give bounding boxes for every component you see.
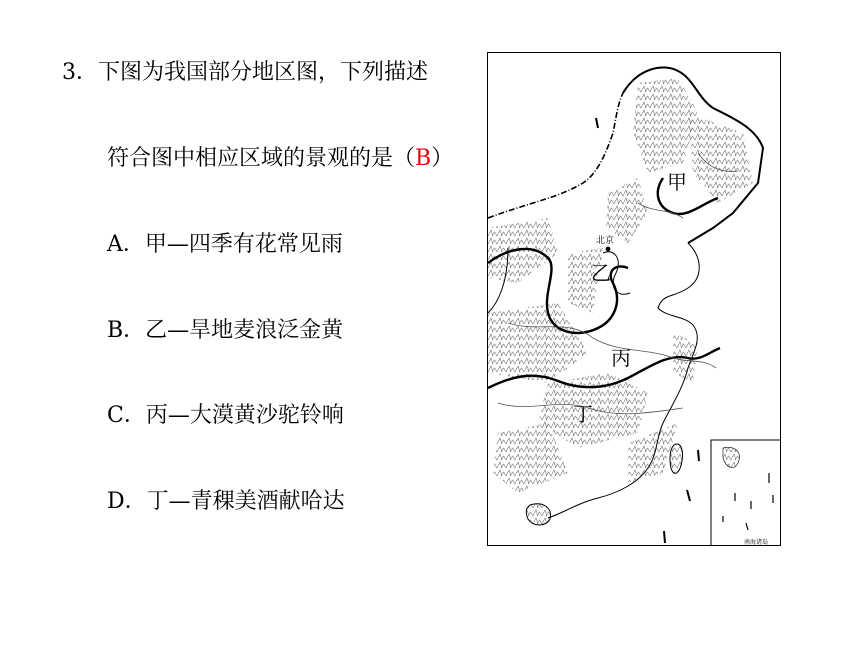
map-drawing	[488, 53, 781, 546]
region-label-yi: 乙	[591, 261, 611, 285]
option-letter: A	[107, 232, 123, 257]
option-text: ．丁—青稞美酒献哈达	[124, 489, 345, 514]
option-text: ．乙—旱地麦浪泛金黄	[123, 318, 344, 343]
option-c	[107, 398, 344, 429]
answer-letter: B	[415, 146, 432, 171]
question-stem-suffix: ）	[431, 146, 454, 171]
question-stem-prefix: 符合图中相应区域的景观的是（	[107, 146, 416, 171]
option-letter: D	[107, 489, 125, 514]
region-label-jia: 甲	[667, 170, 687, 194]
hainan-island	[526, 504, 550, 525]
region-label-bing: 丙	[611, 346, 631, 370]
inset-caption: 南海诸岛	[744, 539, 769, 546]
option-b	[107, 313, 343, 344]
taiwan-island	[670, 444, 683, 473]
question-number: 3	[62, 60, 76, 85]
option-text: ．丙—大漠黄沙驼铃响	[123, 403, 344, 428]
region-label-ding: 丁	[573, 402, 593, 426]
option-letter: B	[107, 318, 124, 343]
city-label-beijing: 北京	[596, 236, 615, 246]
china-region-map	[487, 52, 781, 546]
beijing-marker	[606, 247, 611, 252]
question-stem-line2	[107, 141, 453, 172]
option-d	[107, 484, 345, 515]
mountain-shading	[488, 78, 753, 493]
option-a	[107, 227, 343, 258]
question-stem-text: ．下图为我国部分地区图，下列描述	[76, 60, 429, 85]
option-letter: C	[107, 403, 124, 428]
south-china-sea-inset	[711, 440, 781, 546]
option-text: ．甲—四季有花常见雨	[122, 232, 343, 257]
question-stem-line1	[62, 55, 428, 86]
